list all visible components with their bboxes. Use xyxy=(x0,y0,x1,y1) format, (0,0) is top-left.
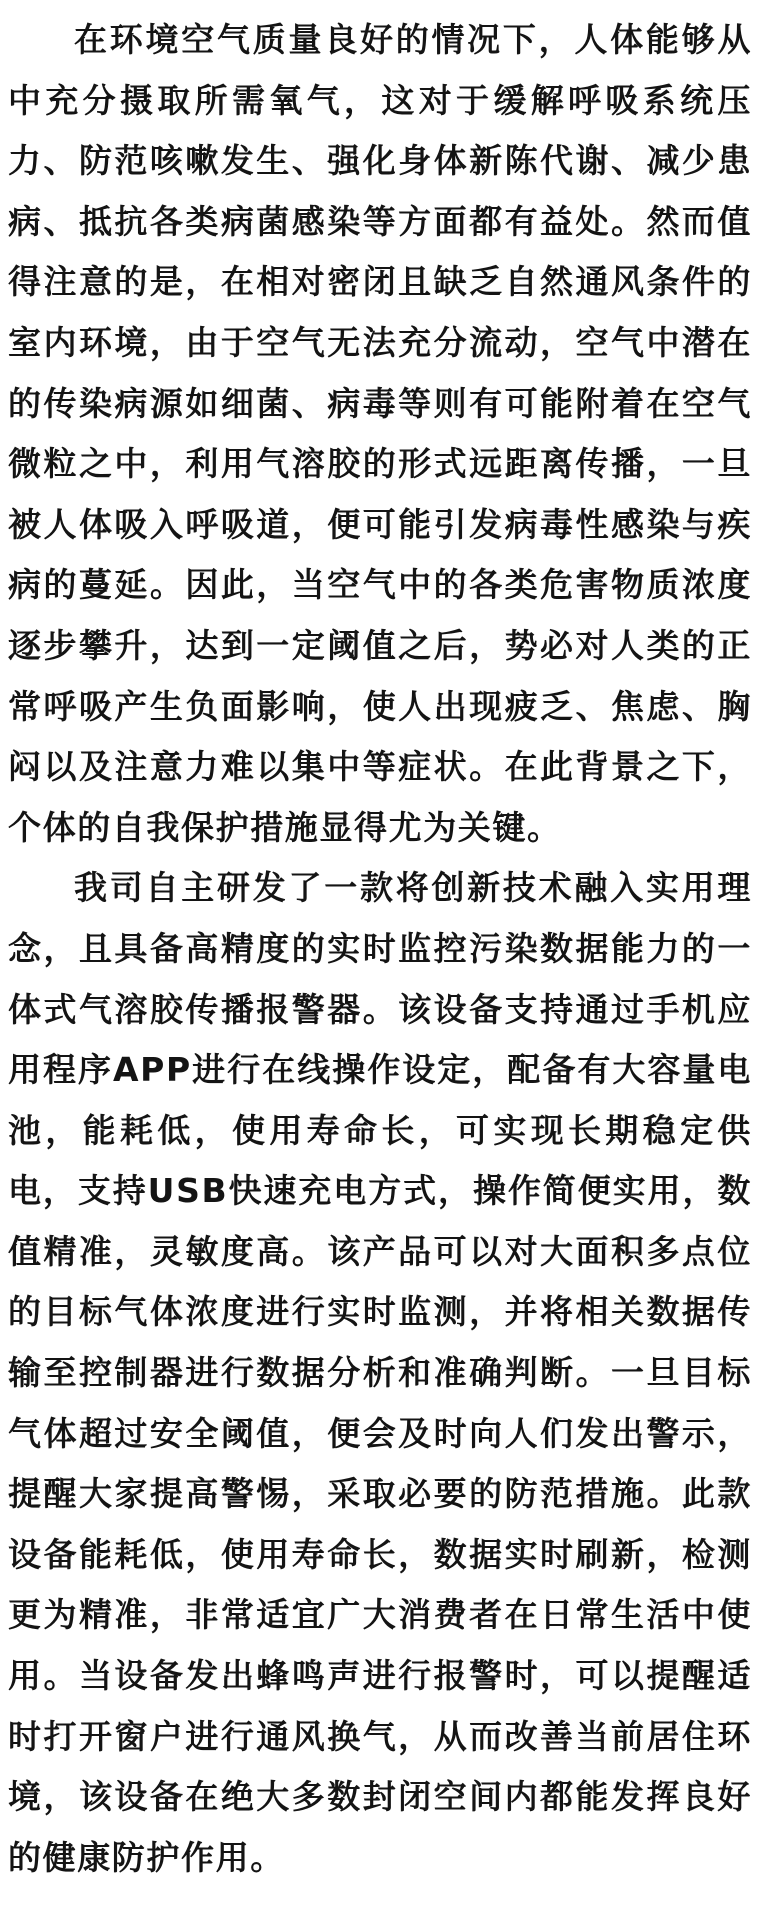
paragraph-alarm-device: 我司自主研发了一款将创新技术融入实用理念，且具备高精度的实时监控污染数据能力的一体式气溶胶传播报警器。该设备支持通过手机应用程序APP进行在线操作设定，配备有大容量电池，能耗低，使用寿命长，可实现长期稳定供电，支持USB快速充电方式，操作简便实用，数值精准，灵敏度高。该产品可以对大面积多点位的目标气体浓度进行实时监测，并将相关数据传输至控制器进行数据分析和准确判断。一旦目标气体超过安全阈值，便会及时向人们发出警示，提醒大家提高警惕，采取必要的防范措施。此款设备能耗低，使用寿命长，数据实时刷新，检测更为精准，非常适宜广大消费者在日常生活中使用。当设备发出蜂鸣声进行报警时，可以提醒适时打开窗户进行通风换气，从而改善当前居住环境，该设备在绝大多数封闭空间内都能发挥良好的健康防护作用。 xyxy=(8,868,752,1877)
paragraph-air-quality: 在环境空气质量良好的情况下，人体能够从中充分摄取所需氧气，这对于缓解呼吸系统压力、防范咳嗽发生、强化身体新陈代谢、减少患病、抵抗各类病菌感染等方面都有益处。然而值得注意的是，在相对密闭且缺乏自然通风条件的室内环境，由于空气无法充分流动，空气中潜在的传染病源如细菌、病毒等则有可能附着在空气微粒之中，利用气溶胶的形式远距离传播，一旦被人体吸入呼吸道，便可能引发病毒性感染与疾病的蔓延。因此，当空气中的各类危害物质浓度逐步攀升，达到一定阈值之后，势必对人类的正常呼吸产生负面影响，使人出现疲乏、焦虑、胸闷以及注意力难以集中等症状。在此背景之下，个体的自我保护措施显得尤为关键。 xyxy=(8,20,752,847)
